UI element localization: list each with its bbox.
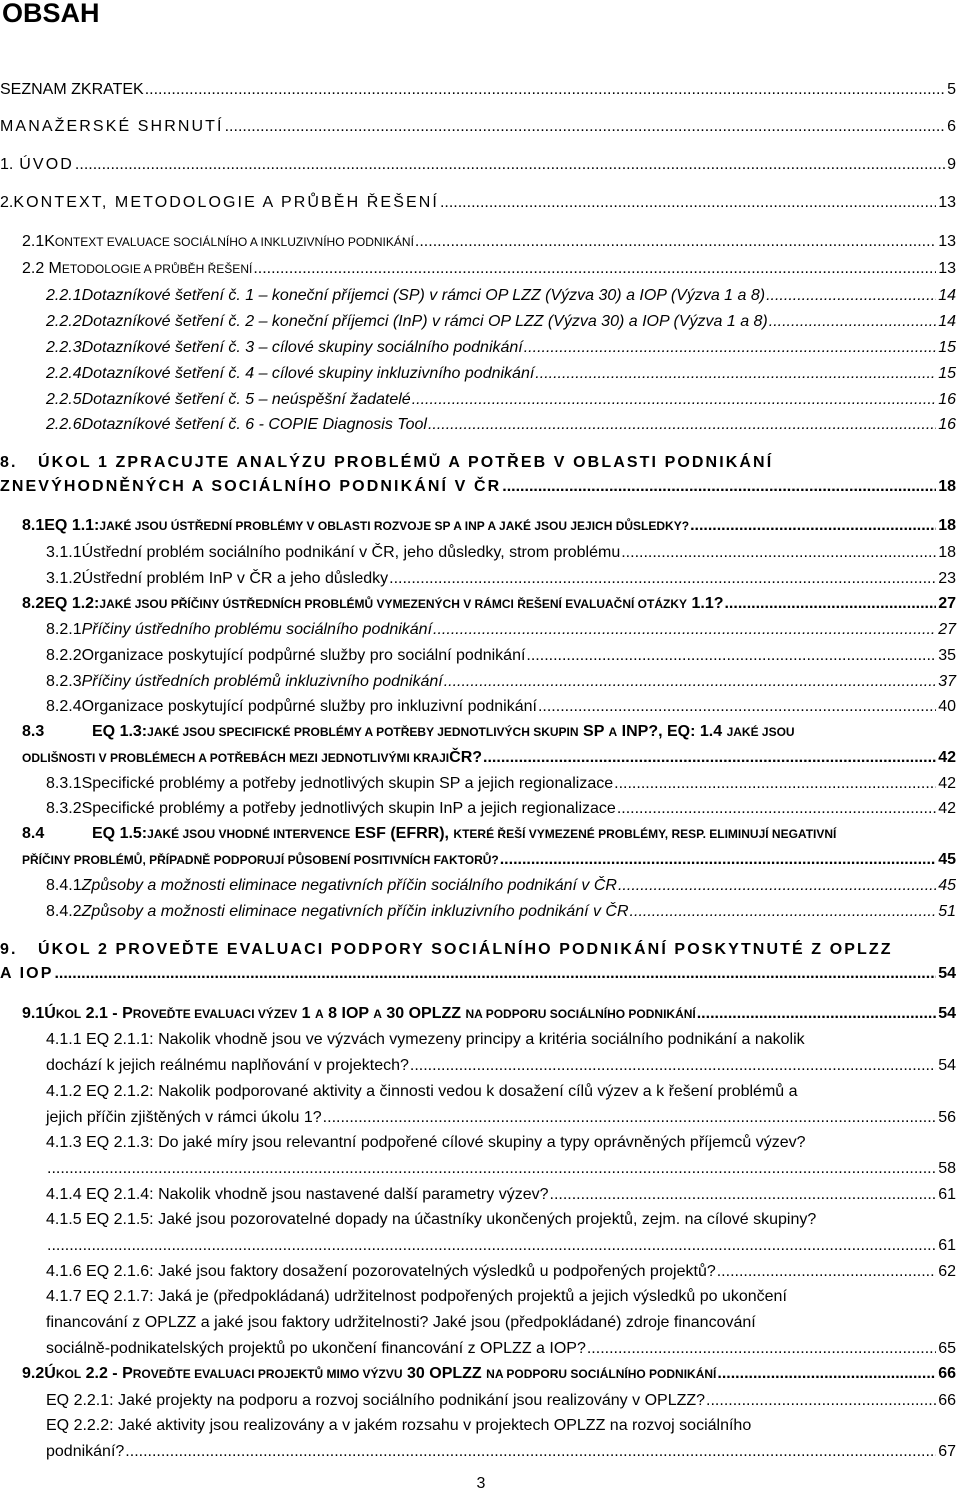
toc-entry-2-2-6[interactable] <box>46 415 956 435</box>
toc-entry-text: Dotazníkové šetření č. 5 – neúspěšní žadatelé <box>81 391 411 408</box>
toc-entry-text: Dotazníkové šetření č. 6 - COPIE Diagnosis Tool <box>81 416 427 433</box>
toc-entry-number: 2.2 <box>22 260 45 277</box>
toc-entry-number: 3.1.1 <box>46 544 82 561</box>
toc-entry-abbreviations[interactable] <box>0 80 956 100</box>
dot-leader <box>428 415 936 435</box>
toc-entry-number: 8.4.2 <box>46 903 82 920</box>
dot-leader <box>502 477 936 497</box>
dot-leader <box>412 390 937 410</box>
toc-entry-8-3-2[interactable] <box>46 799 956 819</box>
toc-page-number: 13 <box>938 233 956 250</box>
toc-page-number: 27 <box>938 595 956 612</box>
dot-leader <box>706 1391 936 1411</box>
dot-leader <box>535 364 936 384</box>
toc-entry-number: 8.2.1 <box>46 621 82 638</box>
dot-leader <box>769 312 936 332</box>
toc-page-number: 42 <box>938 775 956 792</box>
toc-entry-number: 2.2.5 <box>46 391 82 408</box>
toc-page-number: 61 <box>938 1237 956 1254</box>
toc-entry-4-1-5[interactable] <box>46 1210 956 1256</box>
dot-leader <box>389 569 936 589</box>
dot-leader <box>724 594 936 614</box>
toc-page-number: 66 <box>938 1392 956 1409</box>
toc-page-number: 13 <box>938 194 956 211</box>
toc-entry-9-1[interactable] <box>22 1004 956 1024</box>
toc-entry-text-line1: 9. ÚKOL 2 PROVEĎTE EVALUACI PODPORY SOCIÁLNÍHO PODNIKÁNÍ POSKYTNUTÉ Z OPLZZ <box>0 941 893 958</box>
dot-leader <box>587 1339 936 1359</box>
toc-entry-text-line1: 4.1.3 EQ 2.1.3: Do jaké míry jsou relevantní podpořené cílové skupiny a typy oprávněných příjemců výzev? <box>46 1134 806 1151</box>
toc-entry-text: Způsoby a možnosti eliminace negativních příčin sociálního podnikání v ČR <box>81 877 617 894</box>
toc-entry-2-2-3[interactable] <box>46 338 956 358</box>
toc-entry-text-line2 <box>46 1159 956 1179</box>
toc-page-number: 67 <box>938 1443 956 1460</box>
dot-leader <box>253 259 936 279</box>
dot-leader <box>717 1262 936 1282</box>
toc-page-number: 58 <box>938 1160 956 1177</box>
toc-entry-number: 8.3.2 <box>46 800 82 817</box>
toc-entry-8-4-1[interactable] <box>46 876 956 896</box>
toc-entry-3-1-2[interactable] <box>46 569 956 589</box>
dot-leader <box>440 193 936 213</box>
toc-page-number: 54 <box>938 965 956 982</box>
toc-entry-text-line2: dochází k jejich reálnému naplňování v projektech? ..... 54 <box>46 1056 956 1076</box>
toc-page-number: 37 <box>938 673 956 690</box>
dot-leader <box>526 646 936 666</box>
toc-entry-number: 9.1 <box>22 1005 45 1022</box>
dot-leader <box>47 1159 936 1179</box>
toc-entry-number: 1. <box>0 156 14 173</box>
toc-entry-8-2-2[interactable] <box>46 646 956 666</box>
toc-entry-text-line2: A IOP ..... 54 <box>0 964 956 984</box>
page-footer-number: 3 <box>476 1475 486 1492</box>
toc-entry-text: ÚVOD <box>19 156 74 173</box>
toc-entry-text: Ústřední problém sociálního podnikání v ČR, jeho důsledky, strom problému <box>81 544 621 561</box>
toc-page-number: 51 <box>938 903 956 920</box>
toc-entry-8-3[interactable] <box>22 722 956 768</box>
toc-entry-number: 2.2.4 <box>46 365 82 382</box>
toc-entry-text: Dotazníkové šetření č. 4 – cílové skupiny inkluzivního podnikání <box>81 365 535 382</box>
toc-entry-number: 8.2 <box>22 595 45 612</box>
toc-entry-text: Způsoby a možnosti eliminace negativních příčin inkluzivního podnikání v ČR <box>81 903 629 920</box>
dot-leader <box>500 850 936 870</box>
toc-entry-text: Dotazníkové šetření č. 3 – cílové skupiny sociálního podnikání <box>81 339 523 356</box>
toc-page-number: 54 <box>938 1057 956 1074</box>
toc-entry-text: EQ 1.2:JAKÉ JSOU PŘÍČINY ÚSTŘEDNÍCH PROBLÉMŮ VYMEZENÝCH V RÁMCI ŘEŠENÍ EVALUAČNÍ OTÁZKY 1.1? <box>44 595 724 612</box>
toc-page-number: 14 <box>938 313 956 330</box>
toc-entry-number: 9.2 <box>22 1365 45 1382</box>
dot-leader <box>410 1056 936 1076</box>
toc-entry-number: 8.2.3 <box>46 673 82 690</box>
toc-page-number: 15 <box>938 365 956 382</box>
toc-entry-number: 8.2.4 <box>46 698 82 715</box>
toc-entry-text-line2: ODLIŠNOSTI V PROBLÉMECH A POTŘEBÁCH MEZI JEDNOTLIVÝMI KRAJI ČR? ..... 42 <box>22 748 956 768</box>
toc-entry-text-line2: jejich příčin zjištěných v rámci úkolu 1? ..... 56 <box>46 1108 956 1128</box>
toc-entry-number: 3.1.2 <box>46 570 82 587</box>
dot-leader <box>54 964 936 984</box>
dot-leader <box>617 799 936 819</box>
toc-page-number: 18 <box>938 478 956 495</box>
toc-entry-text: 4.1.4 EQ 2.1.4: Nakolik vhodně jsou nastavené další parametry výzev? <box>46 1186 549 1203</box>
toc-entry-text-line1: 4.1.7 EQ 2.1.7: Jaká je (předpokládaná) udržitelnost podpořených projektů a jejich výsledků po ukončení <box>46 1288 787 1305</box>
toc-entry-2-2-1[interactable] <box>46 286 956 306</box>
toc-entry-8-4-2[interactable] <box>46 902 956 922</box>
toc-entry-number: 2. <box>0 194 14 211</box>
toc-entry-text-line2: podnikání? ..... 67 <box>46 1442 956 1462</box>
toc-entry-8-2-1[interactable] <box>46 620 956 640</box>
toc-entry-number: 2.2.6 <box>46 416 82 433</box>
toc-entry-eq-2-2-2[interactable] <box>46 1416 956 1462</box>
dot-leader <box>618 876 936 896</box>
toc-entry-4-1-6[interactable] <box>46 1262 956 1282</box>
dot-leader <box>47 1236 936 1256</box>
toc-entry-8-2-4[interactable] <box>46 697 956 717</box>
toc-entry-text: ÚKOL 2.2 - PROVEĎTE EVALUACI PROJEKTŮ MIMO VÝZVU 30 OPLZZ NA PODPORU SOCIÁLNÍHO PODNIKÁNÍ <box>44 1365 717 1382</box>
toc-entry-text-line1: 4.1.1 EQ 2.1.1: Nakolik vhodně jsou ve výzvách vymezeny principy a kritéria sociálního podnikání a nakolik <box>46 1031 805 1048</box>
toc-entry-2-2[interactable] <box>22 259 956 279</box>
toc-entry-number: 2.1 <box>22 233 45 250</box>
toc-entry-text: 4.1.6 EQ 2.1.6: Jaké jsou faktory dosažení pozorovatelných výsledků u podpořených projektů? <box>46 1263 716 1280</box>
dot-leader <box>614 774 936 794</box>
toc-page-number: 61 <box>938 1186 956 1203</box>
toc-entry-text: Specifické problémy a potřeby jednotlivých skupin SP a jejich regionalizace <box>81 775 614 792</box>
toc-entry-text-line2: ZNEVÝHODNĚNÝCH A SOCIÁLNÍHO PODNIKÁNÍ V ČR ..... 18 <box>0 477 956 497</box>
toc-entry-number: 8.4.1 <box>46 877 82 894</box>
toc-entry-text-line1: 8. ÚKOL 1 ZPRACUJTE ANALÝZU PROBLÉMŮ A POTŘEB V OBLASTI PODNIKÁNÍ <box>0 454 774 471</box>
toc-page-number: 27 <box>938 621 956 638</box>
toc-page-number: 5 <box>947 81 956 98</box>
dot-leader <box>323 1108 937 1128</box>
toc-entry-text: KONTEXT, METODOLOGIE A PRŮBĚH ŘEŠENÍ <box>13 194 439 211</box>
dot-leader <box>125 1442 936 1462</box>
toc-page-number: 45 <box>938 877 956 894</box>
toc-page-number: 23 <box>938 570 956 587</box>
toc-entry-text-line1: 4.1.2 EQ 2.1.2: Nakolik podporované aktivity a činnosti vedou k dosažení cílů výzev a k řešení problémů a <box>46 1083 798 1100</box>
dot-leader <box>483 748 936 768</box>
toc-entry-text: Organizace poskytující podpůrné služby pro inkluzivní podnikání <box>81 698 537 715</box>
toc-entry-4-1-2[interactable] <box>46 1082 956 1128</box>
toc-entry-9-2[interactable] <box>22 1364 956 1384</box>
page-title: OBSAH <box>2 0 100 28</box>
dot-leader <box>621 543 936 563</box>
toc-entry-8[interactable] <box>0 453 956 497</box>
toc-entry-2-2-5[interactable] <box>46 390 956 410</box>
dot-leader <box>690 516 936 536</box>
toc-entry-8-1[interactable] <box>22 516 956 536</box>
toc-page-number: 9 <box>947 156 956 173</box>
toc-entry-text: Specifické problémy a potřeby jednotlivých skupin InP a jejich regionalizace <box>81 800 616 817</box>
toc-entry-2[interactable] <box>0 193 956 213</box>
dot-leader <box>550 1185 937 1205</box>
toc-entry-4-1-1[interactable] <box>46 1030 956 1076</box>
toc-entry-text-line1: 4.1.5 EQ 2.1.5: Jaké jsou pozorovatelné dopady na účastníky ukončených projektů, zejm. na cílové skupiny? <box>46 1211 817 1228</box>
toc-entry-text-line3: sociálně-podnikatelských projektů po ukončení financování z OPLZZ a IOP? ..... 65 <box>46 1339 956 1359</box>
dot-leader <box>717 1364 936 1384</box>
toc-entry-eq-2-2-1[interactable] <box>46 1391 956 1411</box>
toc-page-number: 40 <box>938 698 956 715</box>
dot-leader <box>630 902 937 922</box>
toc-entry-text: EQ 1.1:JAKÉ JSOU ÚSTŘEDNÍ PROBLÉMY V OBLASTI ROZVOJE SP A INP A JAKÉ JSOU JEJICH DŮSLEDKY? <box>44 517 690 534</box>
toc-entry-text-line1: 8.3 EQ 1.3:JAKÉ JSOU SPECIFICKÉ PROBLÉMY A POTŘEBY JEDNOTLIVÝCH SKUPIN SP A INP?, EQ: 1.4 JAKÉ JSOU <box>22 723 795 740</box>
toc-page-number: 16 <box>938 391 956 408</box>
toc-entry-8-2-3[interactable] <box>46 672 956 692</box>
toc-page-number: 56 <box>938 1109 956 1126</box>
toc-entry-text: Ústřední problém InP v ČR a jeho důsledky <box>81 570 389 587</box>
toc-page-number: 15 <box>938 339 956 356</box>
toc-entry-4-1-3[interactable] <box>46 1133 956 1179</box>
toc-page-number: 35 <box>938 647 956 664</box>
dot-leader <box>415 232 936 252</box>
toc-entry-text-line2: PŘÍČINY PROBLÉMŮ, PŘÍPADNĚ PODPORUJÍ PŮSOBENÍ POSITIVNÍCH FAKTORŮ? ..... 45 <box>22 850 956 870</box>
toc-entry-text-line2: financování z OPLZZ a jaké jsou faktory udržitelnosti? Jaké jsou (předpokládané) zdroje financování <box>46 1314 756 1331</box>
toc-page-number: 6 <box>947 118 956 135</box>
toc-entry-2-2-4[interactable] <box>46 364 956 384</box>
toc-page-number: 18 <box>938 544 956 561</box>
toc-page-number: 13 <box>938 260 956 277</box>
toc-page-number: 66 <box>938 1365 956 1382</box>
toc-entry-text: EQ 2.2.1: Jaké projekty na podporu a rozvoj sociálního podnikání jsou realizovány v OPLZZ? <box>46 1392 706 1409</box>
toc-page-number: 62 <box>938 1263 956 1280</box>
toc-entry-text: METODOLOGIE A PRŮBĚH ŘEŠENÍ <box>48 260 253 277</box>
toc-entry-2-1[interactable] <box>22 232 956 252</box>
toc-entry-text: Organizace poskytující podpůrné služby pro sociální podnikání <box>81 647 526 664</box>
toc-entry-8-4[interactable] <box>22 824 956 870</box>
toc-entry-4-1-4[interactable] <box>46 1185 956 1205</box>
toc-entry-text: Dotazníkové šetření č. 1 – koneční příjemci (SP) v rámci OP LZZ (Výzva 30) a IOP (Výzva 1 a 8) <box>81 287 766 304</box>
dot-leader <box>697 1004 936 1024</box>
toc-entry-number: 2.2.2 <box>46 313 82 330</box>
toc-page-number: 45 <box>938 851 956 868</box>
dot-leader <box>766 286 936 306</box>
dot-leader <box>433 620 936 640</box>
dot-leader <box>145 80 945 100</box>
toc-entry-number: 8.2.2 <box>46 647 82 664</box>
toc-entry-2-2-2[interactable] <box>46 312 956 332</box>
dot-leader <box>524 338 936 358</box>
toc-entry-text: MANAŽERSKÉ SHRNUTÍ <box>0 118 224 135</box>
toc-entry-1[interactable] <box>0 155 956 175</box>
dot-leader <box>444 672 937 692</box>
toc-entry-4-1-7[interactable] <box>46 1287 956 1359</box>
toc-entry-8-3-1[interactable] <box>46 774 956 794</box>
toc-entry-number: 2.2.1 <box>46 287 82 304</box>
toc-page-number: 42 <box>938 749 956 766</box>
toc-entry-text-line2 <box>46 1236 956 1256</box>
dot-leader <box>225 117 945 137</box>
toc-page-number: 18 <box>938 517 956 534</box>
toc-entry-text: Příčiny ústředního problému sociálního podnikání <box>81 621 433 638</box>
toc-entry-number: 8.1 <box>22 517 45 534</box>
toc-entry-8-2[interactable] <box>22 594 956 614</box>
toc-entry-text: Dotazníkové šetření č. 2 – koneční příjemci (InP) v rámci OP LZZ (Výzva 30) a IOP (Výzva 1 a 8) <box>81 313 768 330</box>
toc-page-number: 42 <box>938 800 956 817</box>
toc-entry-summary[interactable] <box>0 117 956 137</box>
toc-entry-text: ÚKOL 2.1 - PROVEĎTE EVALUACI VÝZEV 1 A 8 IOP A 30 OPLZZ NA PODPORU SOCIÁLNÍHO PODNIKÁNÍ <box>44 1005 696 1022</box>
dot-leader <box>538 697 936 717</box>
toc-page-number: 14 <box>938 287 956 304</box>
toc-page-number: 65 <box>938 1340 956 1357</box>
toc-entry-text: KONTEXT EVALUACE SOCIÁLNÍHO A INKLUZIVNÍHO PODNIKÁNÍ <box>44 233 414 250</box>
toc-entry-3-1-1[interactable] <box>46 543 956 563</box>
toc-page-number: 16 <box>938 416 956 433</box>
toc-page-number: 54 <box>938 1005 956 1022</box>
toc-entry-number: 8.3.1 <box>46 775 82 792</box>
toc-entry-9[interactable] <box>0 940 956 984</box>
toc-entry-text-line1: 8.4 EQ 1.5:JAKÉ JSOU VHODNÉ INTERVENCE ESF (EFRR), KTERÉ ŘEŠÍ VYMEZENÉ PROBLÉMY, RESP. ELIMINUJÍ NEGATIVNÍ <box>22 825 837 842</box>
toc-entry-text: SEZNAM ZKRATEK <box>0 81 144 98</box>
toc-entry-number: 2.2.3 <box>46 339 82 356</box>
toc-entry-text: Příčiny ústředních problémů inkluzivního podnikání <box>81 673 443 690</box>
dot-leader <box>75 155 945 175</box>
toc-entry-text-line1: EQ 2.2.2: Jaké aktivity jsou realizovány a v jakém rozsahu v projektech OPLZZ na rozvoj sociálního <box>46 1417 752 1434</box>
